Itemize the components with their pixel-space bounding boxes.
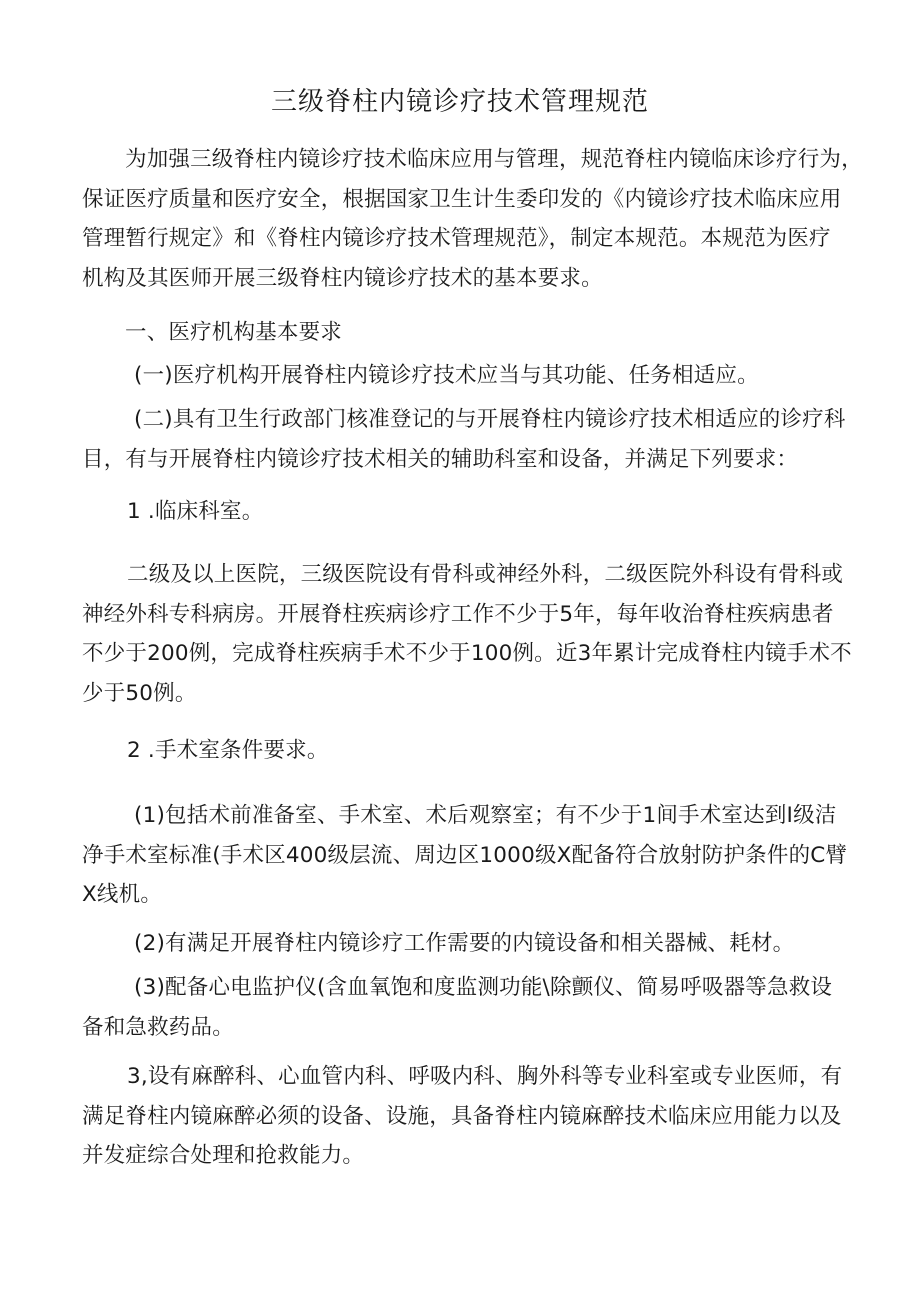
clinical-line: 二级及以上医院，三级医院设有骨科或神经外科，二级医院外科设有骨科或 <box>127 562 844 587</box>
sub-heading-clinical-text: 1 .临床科室。 <box>127 499 264 524</box>
anesthesia-line: 满足脊柱内镜麻醉必须的设备、设施，具备脊柱内镜麻醉技术临床应用能力以及 <box>82 1103 842 1129</box>
or-item-2 <box>82 924 842 964</box>
sub-heading-or-text: 2 .手术室条件要求。 <box>127 738 329 763</box>
intro-paragraph <box>82 140 863 298</box>
intro-line: 机构及其医师开展三级脊柱内镜诊疗技术的基本要求。 <box>82 265 603 291</box>
or-item-3 <box>82 968 842 1047</box>
clinical-paragraph <box>82 555 852 713</box>
anesthesia-line: 3,设有麻醉科、心血管内科、呼吸内科、胸外科等专业科室或专业医师，有 <box>127 1064 843 1089</box>
intro-line: 保证医疗质量和医疗安全，根据国家卫生计生委印发的《内镜诊疗技术临床应用 <box>82 186 842 212</box>
item-two-line: (二)具有卫生行政部门核准登记的与开展脊柱内镜诊疗技术相适应的诊疗科 <box>134 407 846 432</box>
clinical-line: 少于50例。 <box>82 680 197 706</box>
anesthesia-paragraph <box>82 1057 842 1176</box>
or-item-3-line: 备和急救药品。 <box>82 1014 234 1040</box>
or-item-3-line: (3)配备心电监护仪(含血氧饱和度监测功能\除颤仪、简易呼吸器等急救设 <box>134 975 833 1000</box>
or-item-1 <box>82 796 848 915</box>
item-two <box>82 400 846 479</box>
anesthesia-line: 并发症综合处理和抢救能力。 <box>82 1143 365 1168</box>
clinical-line: 神经外科专科病房。开展脊柱疾病诊疗工作不少于5年，每年收治脊柱疾病患者 <box>82 601 834 627</box>
document-title: 三级脊柱内镜诊疗技术管理规范 <box>270 87 649 117</box>
item-one-text: (一)医疗机构开展脊柱内镜诊疗技术应当与其功能、任务相适应。 <box>134 363 759 388</box>
intro-line: 管理暂行规定》和《脊柱内镜诊疗技术管理规范》，制定本规范。本规范为医疗 <box>82 226 831 251</box>
section-heading-text: 一、医疗机构基本要求 <box>125 320 343 345</box>
or-item-1-line: (1)包括术前准备室、手术室、术后观察室；有不少于1间手术室达到I级洁 <box>134 803 837 828</box>
sub-heading-clinical <box>82 492 842 532</box>
or-item-1-line: 净手术室标准(手术区400级层流、周边区1000级X配备符合放射防护条件的C臂 <box>82 842 848 868</box>
item-one <box>82 356 842 396</box>
sub-heading-or <box>82 731 842 771</box>
or-item-2-text: (2)有满足开展脊柱内镜诊疗工作需要的内镜设备和相关器械、耗材。 <box>134 931 795 956</box>
clinical-line: 不少于200例，完成脊柱疾病手术不少于100例。近3年累计完成脊柱内镜手术不 <box>82 641 852 666</box>
section-heading <box>82 313 842 353</box>
item-two-line: 目，有与开展脊柱内镜诊疗技术相关的辅助科室和设备，并满足下列要求： <box>82 446 799 472</box>
intro-line: 为加强三级脊柱内镜诊疗技术临床应用与管理，规范脊柱内镜临床诊疗行为， <box>125 147 863 172</box>
or-item-1-line: X线机。 <box>82 882 163 907</box>
